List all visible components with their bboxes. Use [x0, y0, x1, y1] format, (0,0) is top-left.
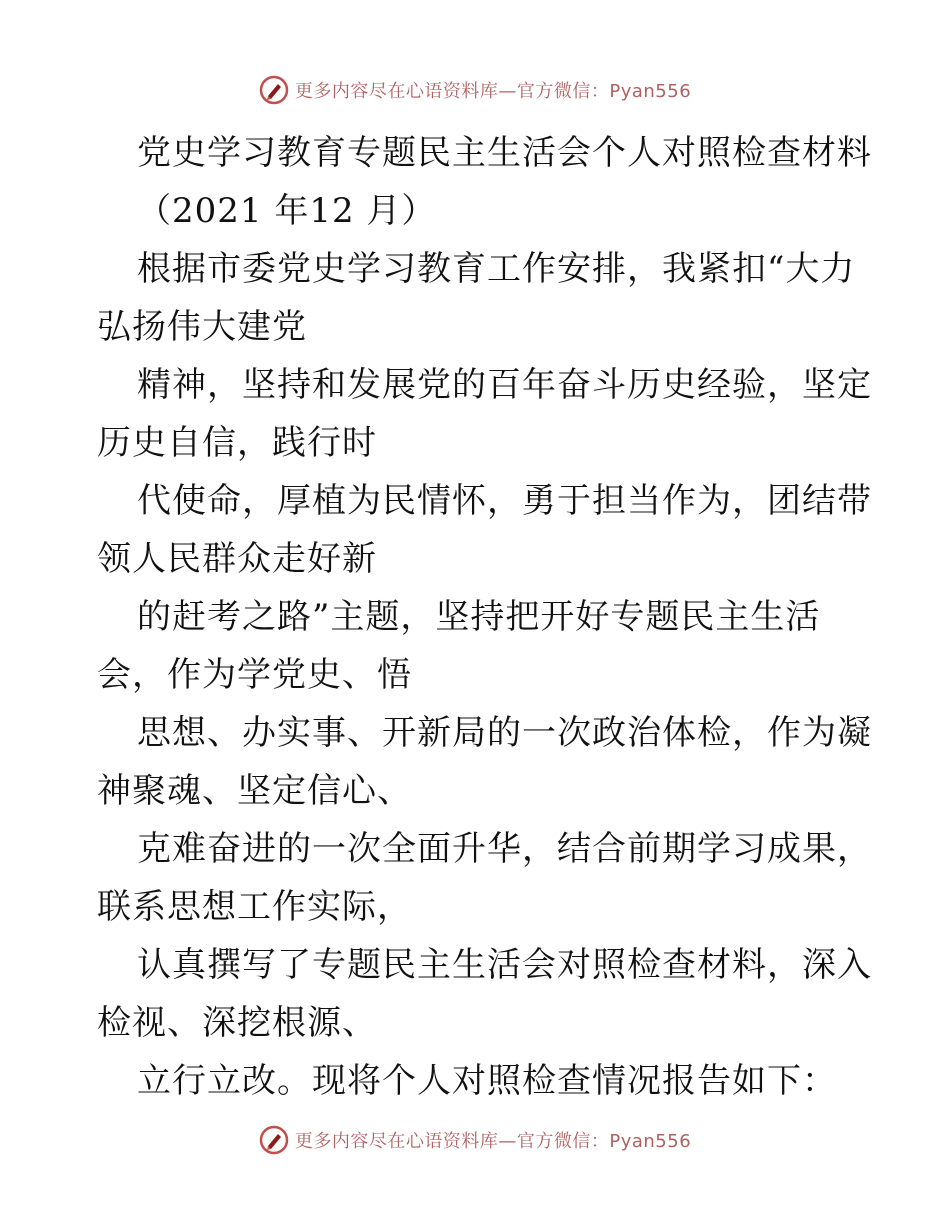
document-date: （2021 年12 月）	[137, 191, 437, 231]
paragraph-line: 代使命，厚植为民情怀，勇于担当作为，团结带	[137, 481, 872, 521]
watermark-footer	[0, 1120, 950, 1160]
paragraph-line: 思想、办实事、开新局的一次政治体检，作为凝	[137, 713, 872, 753]
paragraph-line: 历史自信，践行时	[97, 423, 377, 463]
document-body	[97, 124, 872, 1110]
paragraph-line: 根据市委党史学习教育工作安排，我紧扣“大力	[137, 249, 856, 289]
watermark-text: 更多内容尽在心语资料库—官方微信：Pyan556	[294, 81, 692, 102]
paragraph-line: 认真撰写了专题民主生活会对照检查材料，深入	[137, 945, 872, 985]
pen-logo-icon	[259, 75, 289, 105]
watermark-header	[0, 70, 950, 110]
paragraph-line: 神聚魂、坚定信心、	[97, 771, 412, 811]
watermark-text: 更多内容尽在心语资料库—官方微信：Pyan556	[294, 1131, 692, 1152]
paragraph-line: 的赶考之路”主题，坚持把开好专题民主生活	[137, 597, 821, 637]
paragraph-line: 会，作为学党史、悟	[97, 655, 412, 695]
paragraph-line: 领人民群众走好新	[97, 539, 377, 579]
paragraph-line: 弘扬伟大建党	[97, 307, 307, 347]
paragraph-line: 联系思想工作实际，	[97, 887, 412, 927]
paragraph-line: 立行立改。现将个人对照检查情况报告如下：	[137, 1061, 837, 1101]
pen-logo-icon	[259, 1125, 289, 1155]
paragraph-line: 精神，坚持和发展党的百年奋斗历史经验，坚定	[137, 365, 872, 405]
paragraph-line: 检视、深挖根源、	[97, 1003, 377, 1043]
document-title: 党史学习教育专题民主生活会个人对照检查材料	[137, 133, 872, 173]
paragraph-line: 克难奋进的一次全面升华，结合前期学习成果，	[137, 829, 872, 869]
